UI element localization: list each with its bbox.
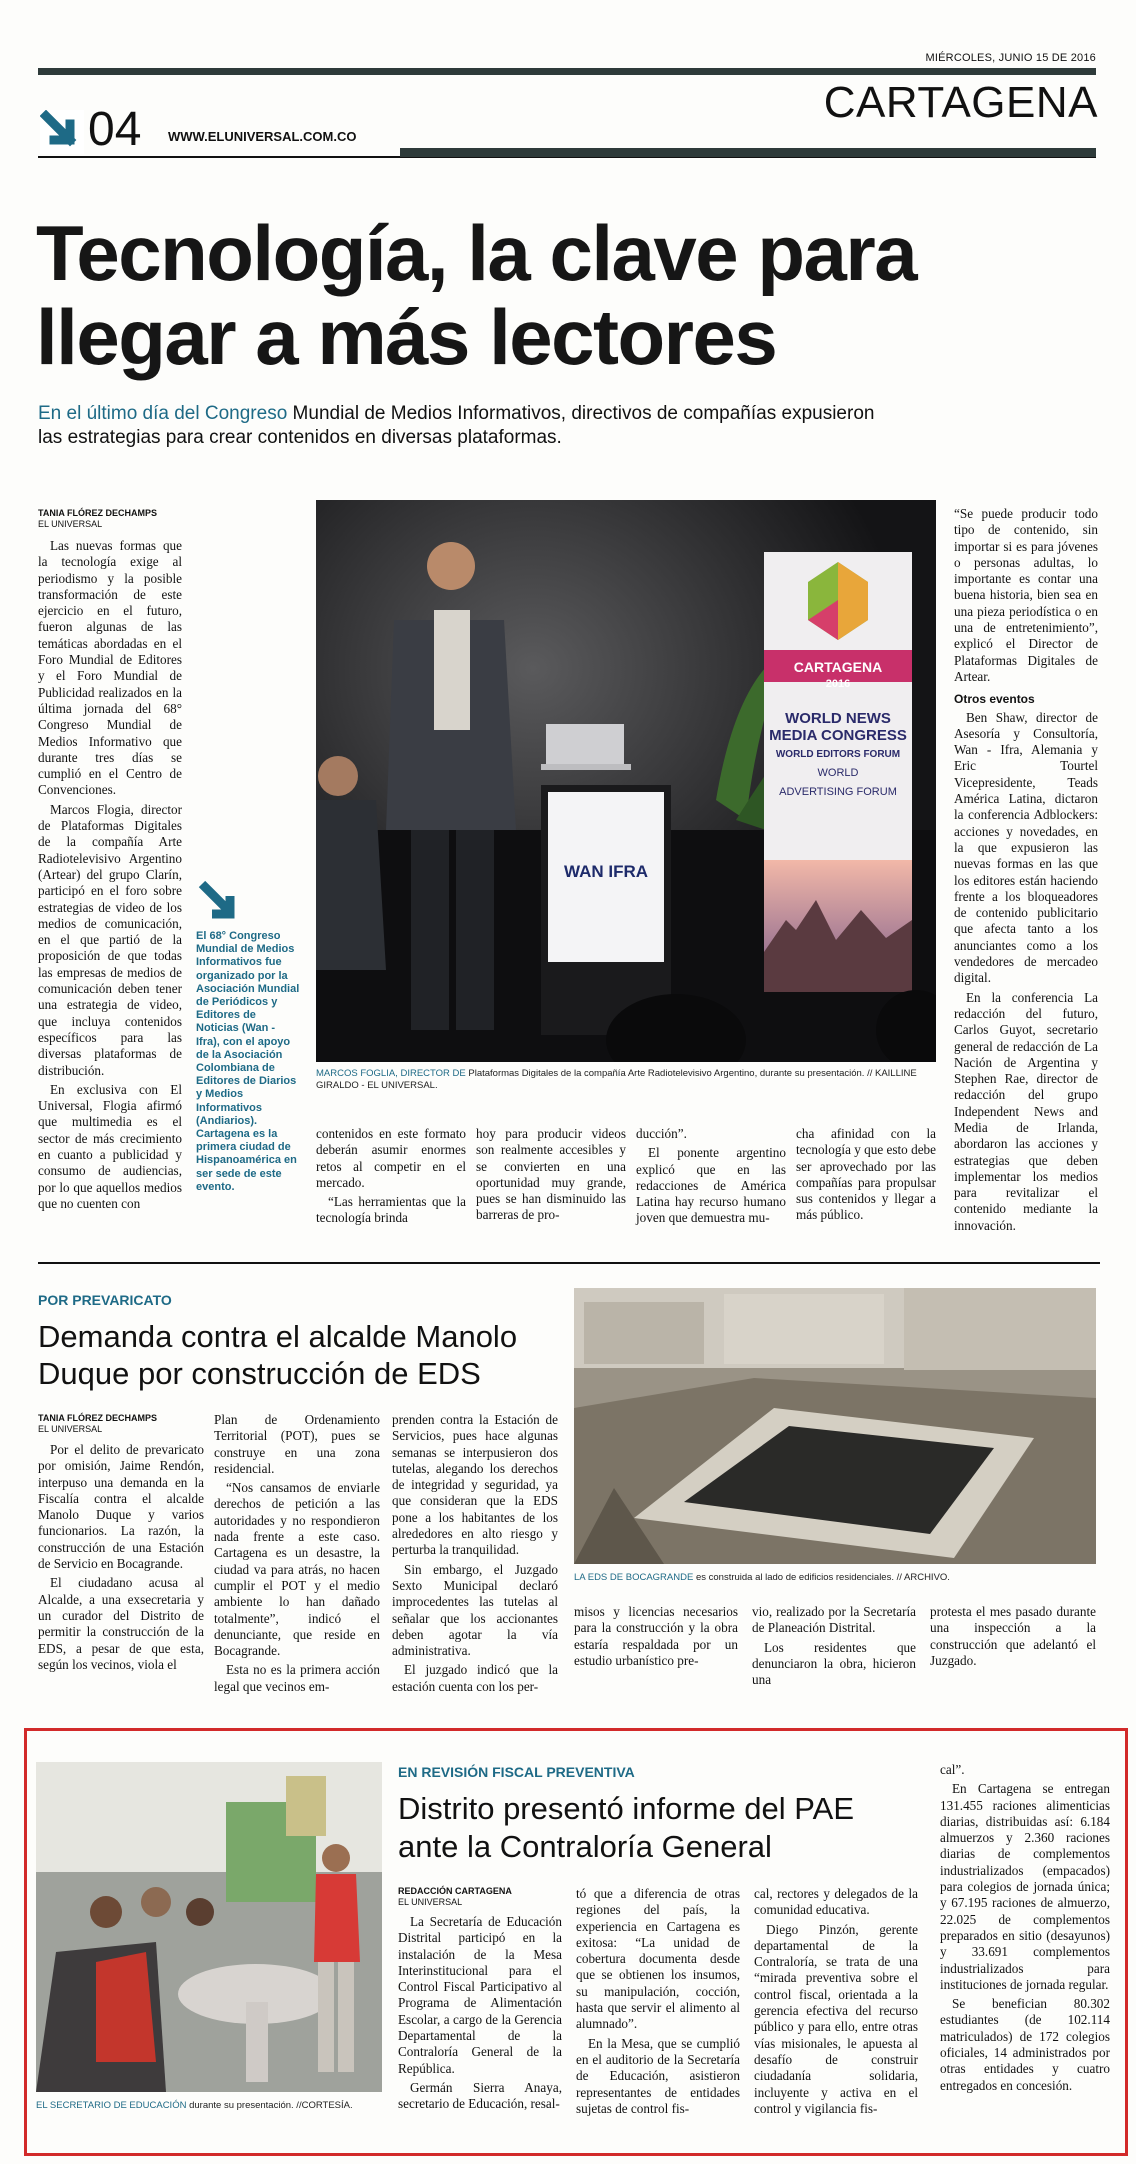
top-rule: [38, 68, 1096, 75]
issue-date: MIÉRCOLES, JUNIO 15 DE 2016: [925, 52, 1096, 64]
article2-caption: [574, 1572, 1096, 1584]
article3-col2: [576, 1886, 740, 2120]
article2-col6: [930, 1604, 1096, 1672]
construction-scene: [574, 1288, 1096, 1564]
article2-kicker: POR PREVARICATO: [38, 1292, 172, 1308]
article3-col3: [754, 1886, 918, 2120]
below-col3-p1: ducción”.: [636, 1126, 687, 1141]
article3-kicker: EN REVISIÓN FISCAL PREVENTIVA: [398, 1764, 635, 1780]
banner-year: 2016: [825, 678, 851, 690]
page-number: 04: [88, 103, 142, 156]
article2-col5-p2: Los residentes que denunciaron la obra, hicieron una: [752, 1639, 916, 1688]
note-arrow-icon: [196, 880, 244, 926]
arrow-icon: [40, 110, 84, 154]
article2-caption-text: es construida al lado de edificios residenciales. // ARCHIVO.: [693, 1572, 950, 1583]
article2-col1-p1: Por el delito de prevaricato por omisión, Jaime Rendón, interpuso una demanda en la Fiscalía contra el alcalde Manolo Duque y varios funcionarios. La razón, la construcción de una Estación de Servicio en Bocagrande.: [38, 1442, 204, 1572]
right-col-p1: “Se puede producir todo tipo de contenido, sin importar si es para jóvenes o personas adultas, lo importante es contar una buena historia, bien sea en una pieza periodística o en una de entretenimiento”, explicó el Director de Plataformas Digitales de Artear.: [954, 506, 1098, 684]
main-caption-lead: MARCOS FOGLIA, DIRECTOR DE: [316, 1068, 466, 1079]
article3-byline-outlet: EL UNIVERSAL: [398, 1897, 463, 1907]
sidebar-note: El 68° Congreso Mundial de Medios Informativos fue organizado por la Asociación Mundial de Periódicos y Editores de Noticias (Wan - Ifra), con el apoyo de la Asociación Colombiana de Editores de Diarios y Medios Informativos (Andiarios). Cartagena es la primera ciudad de Hispanoamérica en ser sede de este evento.: [196, 930, 300, 1193]
article2-col3-p3: El juzgado indicó que la estación cuenta con los per-: [392, 1662, 558, 1694]
main-below-col3: [636, 1126, 786, 1230]
section-divider-1: [38, 1262, 1100, 1264]
below-col4-p1: cha afinidad con la tecnología y que esto debe ser aprovechado por las compañías para propulsar sus contenidos y llegar a más público.: [796, 1126, 936, 1223]
article2-col1: [38, 1442, 204, 1676]
main-col1-p3: En exclusiva con El Universal, Flogia afirmó que multimedia es el sector de más crecimiento en cuanto a publicidad y consumo de audiencias, por lo que aquellos medios que no cuenten con: [38, 1081, 182, 1211]
article2-col3-p2: Sin embargo, el Juzgado Sexto Municipal declaró improcedentes las tutelas al señalar que los accionantes deben agotar la vía administrativa.: [392, 1561, 558, 1659]
article3-headline-line1: Distrito presentó informe del PAE: [398, 1791, 855, 1826]
byline-outlet: EL UNIVERSAL: [38, 519, 103, 529]
article3-caption-text: durante su presentación. //CORTESÍA.: [186, 2100, 353, 2111]
byline-name: TANIA FLÓREZ DECHAMPS: [38, 508, 157, 518]
right-col-p2: Ben Shaw, director de Asesoría y Consultoría, Wan - Ifra, Alemania y Eric Tourtel Vicepresidente, Teads América Latina, dictaron la conferencia Adblockers: acciones y novedades, en la que expusieron las nuevas formas en las que los editores están haciendo frente a los bloqueadores de contenido publicitario que afecta tanto a los anunciantes como a los vendedores de mercadeo digital.: [954, 709, 1098, 986]
conference-photo: [316, 500, 936, 1062]
main-below-col1: [316, 1126, 466, 1230]
article2-col1-p2: El ciudadano acusa al Alcalde, a una exsecretaria y un curador del Distrito de permitir la construcción de la EDS, a pesar de que esta, según los vecinos, viola el: [38, 1575, 204, 1672]
podium-logo: WAN IFRA: [563, 862, 649, 881]
main-photo-caption: [316, 1068, 936, 1092]
deck-text: Mundial de Medios Informativos, directivos de compañías expusieron: [287, 403, 875, 424]
article3-col3-p2: Diego Pinzón, gerente departamental de la Contraloría, se trata de una “mirada preventiva sobre el control fiscal, orientada a la gerencia efectiva del recurso público y para ello, entre otras vías misionales, le apuesta al desafío de construir ciudadanía solidaria, incluyente y activa en el control y vigilancia fis-: [754, 1921, 918, 2116]
article3-col4: [940, 1762, 1110, 2097]
main-caption-text: Plataformas Digitales de la compañía Arte Radiotelevisivo Argentino, durante su presentación. // KAILLINE GIRALDO - EL UNIVERSAL.: [316, 1068, 917, 1091]
right-col-subhead: Otros eventos: [954, 692, 1035, 707]
article2-byline: [38, 1413, 198, 1435]
article3-col4-p1: En Cartagena se entregan 131.455 raciones alimenticias diarias, distribuidas así: 6.184 almuerzos y 2.360 raciones diarias de complementos industrializados (empacados) para colegios de jornada única; y 67.195 raciones de almuerzo, 22.025 de complementos preparados en sitio (desayunos) y 33.691 complementos industrializados para instituciones de jornada regular.: [940, 1781, 1110, 1992]
article3-col1-p2: Germán Sierra Anaya, secretario de Educación, resal-: [398, 2079, 562, 2112]
article3-byline: [398, 1886, 558, 1908]
article2-col2: [214, 1412, 380, 1698]
banner-line3: WORLD EDITORS FORUM: [775, 749, 901, 760]
article3-col2-p1: tó que a diferencia de otras regiones del país, la experiencia en Cartagena es exitosa: “La unidad de cobertura documenta desde que se obtienen los insumos, su manipulación, cocción, hasta que servir el alimento al alumnado”.: [576, 1886, 740, 2032]
article2-caption-lead: LA EDS DE BOCAGRANDE: [574, 1572, 694, 1583]
meeting-scene: [36, 1762, 382, 2092]
main-byline: [38, 508, 198, 530]
banner-line2: MEDIA CONGRESS: [769, 727, 907, 744]
main-right-col: [954, 506, 1098, 1237]
banner-line4: WORLD: [817, 767, 859, 779]
article3-col4-top: cal”.: [940, 1762, 965, 1777]
article2-col2-p3: Esta no es la primera acción legal que vecinos em-: [214, 1662, 380, 1694]
article2-col3: [392, 1412, 558, 1698]
article2-byline-name: TANIA FLÓREZ DECHAMPS: [38, 1413, 157, 1423]
banner-line5: ADVERTISING FORUM: [779, 786, 897, 798]
below-col3-p2: El ponente argentino explicó que en las redacciones de América Latina hay recurso humano joven que demuestra mu-: [636, 1145, 786, 1226]
article3-headline-line2: ante la Contraloría General: [398, 1829, 772, 1864]
banner-city: [778, 660, 898, 692]
construction-photo: [574, 1288, 1096, 1564]
article3-headline: [398, 1790, 854, 1866]
article2-col2-p1: Plan de Ordenamiento Territorial (POT), pues se construye en una zona residencial.: [214, 1412, 380, 1476]
banner-text: [768, 710, 908, 801]
main-below-col2: [476, 1126, 626, 1227]
main-col1-p2: Marcos Flogia, director de Plataformas Digitales de la compañía Arte Radiotelevisivo Argentino (Artear) del grupo Clarín, participó en el foro sobre estrategias de video de los medios de comunicación, en el que partió de la proposición de que todas las empresas de medios de comunicación deben tener una estrategia de video, que incluya contenidos específicos para las diversas plataformas de distribución.: [38, 801, 182, 1078]
banner-line1: WORLD NEWS: [785, 710, 891, 727]
article2-col4: [574, 1604, 738, 1672]
deck-highlight: En el último día del Congreso: [38, 403, 288, 424]
header-band: [400, 148, 1096, 157]
article2-headline-line2: Duque por construcción de EDS: [38, 1356, 481, 1391]
article3-byline-name: REDACCIÓN CARTAGENA: [398, 1886, 512, 1896]
deck-line2: las estrategias para crear contenidos en diversas plataformas.: [38, 427, 562, 448]
article2-col5-p1: vio, realizado por la Secretaría de Planeación Distrital.: [752, 1604, 916, 1636]
article2-col2-p2: “Nos cansamos de enviarle derechos de petición a las autoridades y no respondieron nada frente a este caso. Cartagena es un desastre, la ciudad va para atrás, no hacen cumplir el POT y el medio ambiente lo han dañado totalmente”, indicó el denunciante, que reside en Bocagrande.: [214, 1480, 380, 1659]
below-col1-p2: “Las herramientas que la tecnología brinda: [316, 1194, 466, 1226]
below-col1-p1: contenidos en este formato deberán asumir enormes retos al competir en el mercado.: [316, 1126, 466, 1190]
article3-col4-p2: Se benefician 80.302 estudiantes (de 102.114 matriculados) de 172 colegios oficiales, 14 administrados por otras entidades y cuatro entregados en concesión.: [940, 1996, 1110, 2093]
article3-col1: [398, 1914, 562, 2116]
article2-col4-p1: misos y licencias necesarios para la construcción y la obra estaría respaldada por un estudio urbanístico pre-: [574, 1604, 738, 1668]
main-below-col4: [796, 1126, 936, 1227]
article3-col1-p1: La Secretaría de Educación Distrital participó en la instalación de la Mesa Interinstitucional para el Control Fiscal Participativo al Programa de Alimentación Escolar, a cargo de la Gerencia Departamental de la Contraloría General de la República.: [398, 1914, 562, 2076]
banner-city-text: CARTAGENA: [793, 659, 883, 675]
main-col1: [38, 538, 182, 1215]
article3-col2-p2: En la Mesa, que se cumplió en el auditorio de la Secretaría de Educación, asistieron representantes de entidades sujetas de control fis-: [576, 2035, 740, 2116]
below-col2-p1: hoy para producir videos son realmente accesibles y se convierten en una oportunidad muy grande, pues se han disminuido las barreras de pro-: [476, 1126, 626, 1223]
article2-byline-outlet: EL UNIVERSAL: [38, 1424, 103, 1434]
meeting-photo: [36, 1762, 382, 2092]
main-headline-line1: Tecnología, la clave para: [36, 209, 917, 297]
main-col1-p1: Las nuevas formas que la tecnología exige al periodismo y la posible transformación de este ejercicio en el futuro, fueron algunas de las temáticas abordadas en el Foro Mundial de Editores y el Foro Mundial de Publicidad realizados en la última jornada del 68° Congreso Mundial de Medios Informativo que durante tres días se cumplió en el Centro de Convenciones.: [38, 538, 182, 798]
article2-col5: [752, 1604, 916, 1691]
article2-col3-p1: prenden contra la Estación de Servicios, pues hace algunas semanas se interpusieron dos tutelas, alegando los derechos de integridad y seguridad, ya que consideran que la EDS pone a los habitantes de los alrededores en alto riesgo y perturba la tranquilidad.: [392, 1412, 558, 1558]
article3-col3-p1: cal, rectores y delegados de la comunidad educativa.: [754, 1886, 918, 1918]
section-title: CARTAGENA: [823, 78, 1098, 127]
website-url: WWW.ELUNIVERSAL.COM.CO: [168, 129, 357, 144]
article2-col6-p1: protesta el mes pasado durante una inspección a la construcción que adelantó el Juzgado.: [930, 1604, 1096, 1668]
article3-caption: [36, 2100, 382, 2112]
right-col-p3: En la conferencia La redacción del futuro, Carlos Guyot, secretario general de redacción de La Nación de Argentina y Stephen Rae, director de redacción del grupo Independent News and Media de Irlanda, abordaron las acciones y estrategias que deben implementar los medios para revitalizar el contenido mediante la innovación.: [954, 989, 1098, 1233]
main-headline-line2: llegar a más lectores: [36, 293, 777, 381]
article3-caption-lead: EL SECRETARIO DE EDUCACIÓN: [36, 2100, 187, 2111]
article2-headline-line1: Demanda contra el alcalde Manolo: [38, 1319, 518, 1354]
main-deck: [38, 402, 874, 450]
article2-headline: [38, 1318, 517, 1392]
